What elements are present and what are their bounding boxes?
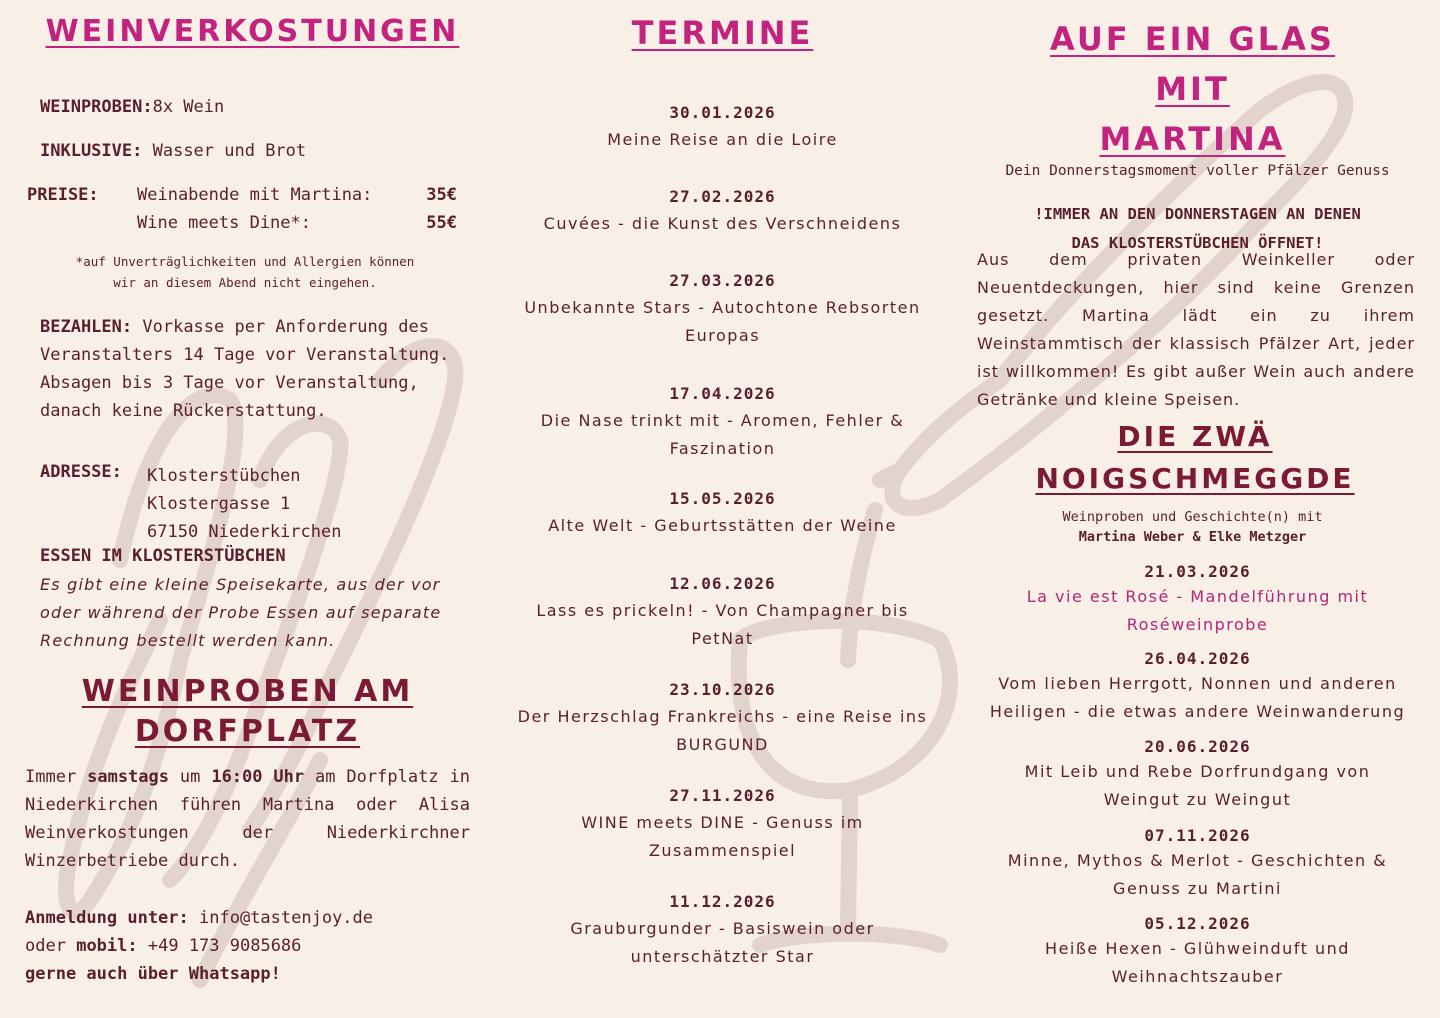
- footnote: [20, 251, 470, 293]
- dorfplatz-text: [25, 763, 470, 875]
- event-date: 27.03.2026: [669, 271, 776, 290]
- event-date: 17.04.2026: [669, 384, 776, 403]
- right-column: [955, 0, 1440, 1018]
- zwae-event-item: [955, 826, 1440, 903]
- event-title: Lass es prickeln! - Von Champagner bis PetNat: [536, 601, 909, 648]
- event-date: 21.03.2026: [1144, 562, 1251, 581]
- event-date: 20.06.2026: [1144, 737, 1251, 756]
- event-title: Grauburgunder - Basiswein oder unterschätzter Star: [570, 919, 875, 966]
- preis2-name: Wine meets Dine*:: [137, 213, 311, 233]
- whatsapp-text: gerne auch über Whatsapp!: [25, 964, 281, 984]
- dorfplatz-heading: [40, 672, 455, 752]
- martina-subtitle: Dein Donnerstagsmoment voller Pfälzer Genuss: [1005, 163, 1390, 179]
- phone-link[interactable]: +49 173 9085686: [147, 936, 302, 956]
- dorf-text-5: am Dorfplatz in Niederkirchen führen Martina oder Alisa Weinverkostungen der Niederkirchner Winzerbetriebe durch.: [25, 767, 470, 871]
- event-item: [505, 187, 940, 238]
- zwae-heading: [955, 416, 1435, 500]
- dorfplatz-heading-line-1: WEINPROBEN AM: [81, 674, 414, 709]
- essen-text: Es gibt eine kleine Speisekarte, aus der vor oder während der Probe Essen auf separate Rechnung bestellt werden kann.: [40, 575, 442, 650]
- event-item: [505, 103, 940, 154]
- event-title: Meine Reise an die Loire: [607, 130, 838, 149]
- event-item: [505, 489, 940, 540]
- adresse-line-2: Klostergasse 1: [147, 494, 291, 514]
- dorf-text-1: Immer: [25, 767, 77, 787]
- preise-label: PREISE:: [27, 185, 99, 205]
- event-title: WINE meets DINE - Genuss im Zusammenspiel: [581, 813, 864, 860]
- martina-heading-line-1: AUF EIN GLAS: [1050, 20, 1335, 58]
- zwae-event-item: [955, 737, 1440, 814]
- email-link[interactable]: info@tastenjoy.de: [199, 908, 374, 928]
- event-item: [505, 271, 940, 350]
- event-item: [505, 384, 940, 463]
- notice-line-1: !IMMER AN DEN DONNERSTAGEN AN DENEN: [1034, 205, 1361, 223]
- bezahlen-block: [40, 313, 465, 425]
- event-date: 15.05.2026: [669, 489, 776, 508]
- martina-paragraph: Aus dem privaten Weinkeller oder Neuentdeckungen, hier sind keine Grenzen gesetzt. Martina lädt ein zu ihrem Weinstammtisch der klassisch Pfälzer Art, jeder ist willkommen! Es gibt außer Wein auch andere Getränke und kleine Speisen.: [977, 250, 1415, 409]
- dorf-text-2: samstags: [87, 767, 169, 787]
- event-item: [505, 786, 940, 865]
- inklusive-value: Wasser und Brot: [152, 141, 307, 161]
- event-date: 07.11.2026: [1144, 826, 1251, 845]
- weinproben-row: [40, 97, 224, 117]
- event-date: 12.06.2026: [669, 574, 776, 593]
- weinverkostungen-heading: WEINVERKOSTUNGEN: [45, 14, 460, 49]
- inklusive-label: INKLUSIVE:: [40, 141, 143, 161]
- event-title: Heiße Hexen - Glühweinduft und Weihnachtszauber: [1045, 939, 1350, 986]
- notice-line-2: DAS KLOSTERSTÜBCHEN ÖFFNET!: [1071, 234, 1324, 252]
- mobil-label: mobil:: [76, 936, 138, 956]
- preis1-value: 35€: [426, 185, 457, 205]
- adresse-label: ADRESSE:: [40, 462, 122, 482]
- essen-heading: ESSEN IM KLOSTERSTÜBCHEN: [40, 546, 286, 566]
- event-date: 23.10.2026: [669, 680, 776, 699]
- weinproben-label: WEINPROBEN:: [40, 97, 153, 117]
- bezahlen-label: BEZAHLEN:: [40, 317, 133, 337]
- event-title: Mit Leib und Rebe Dorfrundgang von Weingut zu Weingut: [1024, 762, 1371, 809]
- dorf-text-4: 16:00 Uhr: [211, 767, 305, 787]
- event-date: 27.02.2026: [669, 187, 776, 206]
- zwae-sub-line-2: Martina Weber & Elke Metzger: [1078, 529, 1307, 545]
- zwae-sub-line-1: Weinproben und Geschichte(n) mit: [1062, 509, 1323, 525]
- dorfplatz-heading-line-2: DORFPLATZ: [134, 714, 361, 749]
- bezahlen-text: Vorkasse per Anforderung des Veranstalters 14 Tage vor Veranstaltung. Absagen bis 3 Tage vor Veranstaltung, danach keine Rückerstattung.: [40, 317, 450, 421]
- zwae-heading-line-1: DIE ZWÄ: [1117, 420, 1273, 453]
- zwae-subtitle: [955, 507, 1430, 547]
- weinproben-value: 8x Wein: [152, 97, 225, 117]
- event-title: Der Herzschlag Frankreichs - eine Reise ins BURGUND: [517, 707, 928, 754]
- zwae-event-item: [955, 649, 1440, 726]
- event-title: Cuvées - die Kunst des Verschneidens: [543, 214, 902, 233]
- event-item: [505, 892, 940, 971]
- martina-heading-line-2: MIT: [1155, 70, 1230, 108]
- event-date: 30.01.2026: [669, 103, 776, 122]
- event-title: Vom lieben Herrgott, Nonnen und anderen Heiligen - die etwas andere Weinwanderung: [989, 674, 1406, 721]
- inklusive-row: [40, 141, 306, 161]
- event-title: La vie est Rosé - Mandelführung mit Roséweinprobe: [1026, 587, 1369, 634]
- event-title: Alte Welt - Geburtsstätten der Weine: [548, 516, 897, 535]
- martina-heading: [955, 14, 1430, 164]
- event-date: 11.12.2026: [669, 892, 776, 911]
- preis2-value: 55€: [426, 213, 457, 233]
- footnote-line-1: *auf Unverträglichkeiten und Allergien können: [75, 254, 415, 269]
- left-column: [0, 0, 490, 1018]
- middle-column: [505, 0, 940, 1018]
- adresse-block: [147, 462, 341, 546]
- adresse-line-1: Klosterstübchen: [147, 466, 301, 486]
- zwae-heading-line-2: NOIGSCHMEGGDE: [1035, 462, 1355, 495]
- preis1-name: Weinabende mit Martina:: [137, 185, 373, 205]
- event-item: [505, 680, 940, 759]
- zwae-event-item: [955, 914, 1440, 991]
- event-date: 05.12.2026: [1144, 914, 1251, 933]
- oder-text: oder: [25, 936, 66, 956]
- event-title: Minne, Mythos & Merlot - Geschichten & Genuss zu Martini: [1007, 851, 1388, 898]
- event-date: 27.11.2026: [669, 786, 776, 805]
- dorf-text-3: um: [179, 767, 201, 787]
- termine-heading: TERMINE: [631, 14, 814, 52]
- preis-row-1: [137, 185, 457, 205]
- preis-row-2: [137, 213, 457, 233]
- adresse-line-3: 67150 Niederkirchen: [147, 522, 342, 542]
- anmeldung-label: Anmeldung unter:: [25, 908, 189, 928]
- martina-heading-line-3: MARTINA: [1099, 120, 1286, 158]
- footnote-line-2: wir an diesem Abend nicht eingehen.: [113, 275, 377, 290]
- event-date: 26.04.2026: [1144, 649, 1251, 668]
- event-item: [505, 574, 940, 653]
- zwae-event-item: [955, 562, 1440, 639]
- contact-block: [25, 904, 373, 988]
- event-title: Die Nase trinkt mit - Aromen, Fehler & Faszination: [540, 411, 905, 458]
- event-title: Unbekannte Stars - Autochtone Rebsorten Europas: [524, 298, 921, 345]
